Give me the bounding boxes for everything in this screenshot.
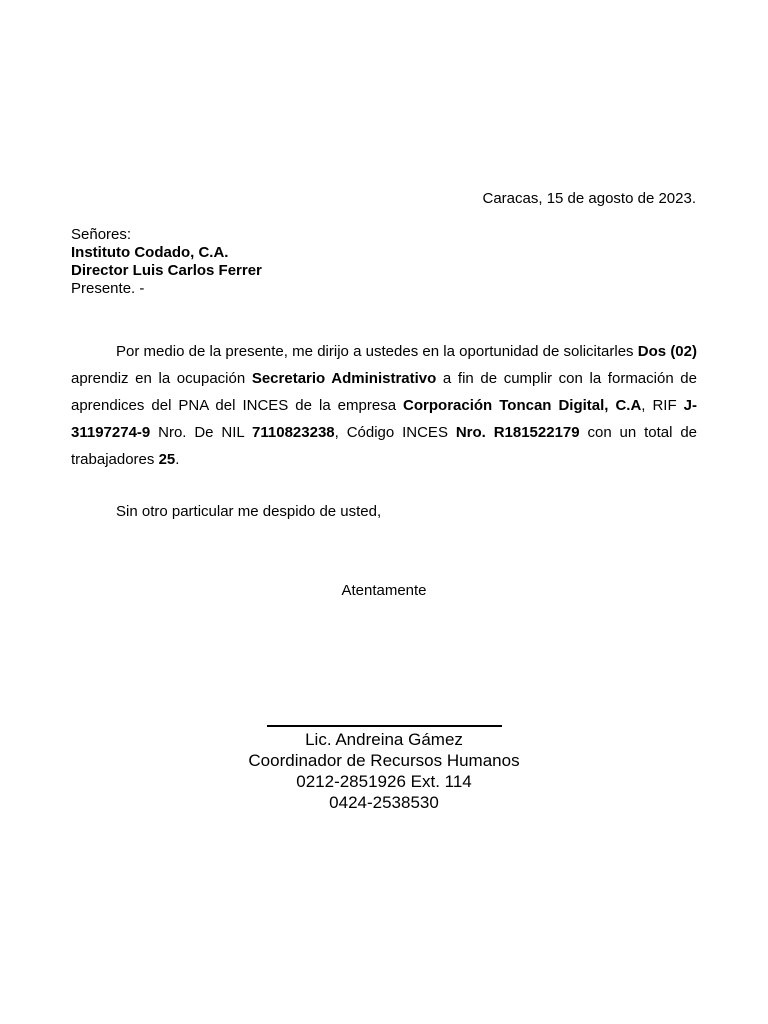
recipient-organization: Instituto Codado, C.A.: [71, 244, 229, 261]
letter-date: Caracas, 15 de agosto de 2023.: [482, 190, 696, 207]
signer-name: Lic. Andreina Gámez: [305, 730, 463, 749]
worker-count: 25: [158, 451, 176, 468]
body-text: con un total de trabajadores: [71, 424, 698, 468]
body-text: .: [175, 451, 180, 468]
closing-line: Sin otro particular me despido de usted,: [116, 503, 382, 520]
occupation: Secretario Administrativo: [251, 370, 437, 387]
signer-office-phone: 0212-2851926 Ext. 114: [296, 772, 472, 791]
letter-body-paragraph: [71, 338, 697, 473]
body-text: Por medio de la presente, me dirijo a ustedes en la oportunidad de solicitarles: [116, 343, 638, 360]
body-text: Nro. De NIL: [150, 424, 253, 441]
recipient-block: [71, 226, 262, 298]
signature-block: [0, 729, 768, 813]
recipient-person: Director Luis Carlos Ferrer: [71, 262, 262, 279]
regards: Atentamente: [341, 582, 427, 599]
recipient-salutation: Señores:: [71, 226, 132, 243]
signer-title: Coordinador de Recursos Humanos: [248, 751, 520, 770]
company-nil: 7110823238: [252, 424, 335, 441]
signature-line: [267, 725, 502, 727]
body-text: aprendiz en la ocupación: [71, 370, 252, 387]
body-text: , RIF: [641, 397, 684, 414]
company-rif: J-31197274-9: [71, 397, 697, 441]
inces-code: Nro. R181522179: [455, 424, 580, 441]
company-name: Corporación Toncan Digital, C.A: [403, 397, 642, 414]
signer-mobile-phone: 0424-2538530: [329, 793, 439, 812]
body-text: a fin de cumplir con la formación de aprendices del PNA del INCES de la empresa: [71, 370, 697, 414]
recipient-present: Presente. -: [71, 280, 145, 297]
body-text: , Código INCES: [334, 424, 456, 441]
apprentice-count: Dos (02): [637, 343, 697, 360]
